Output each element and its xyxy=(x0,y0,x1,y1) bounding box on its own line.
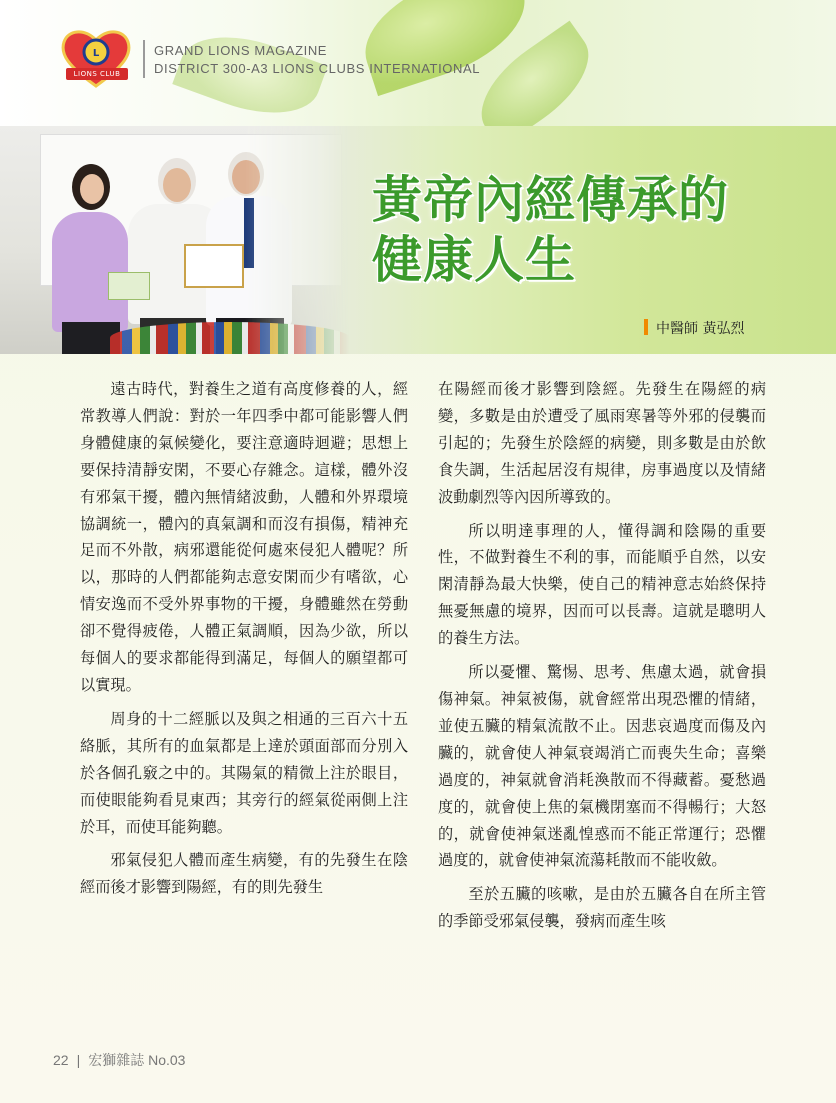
paragraph: 邪氣侵犯人體而產生病變，有的先發生在陰經而後才影響到陽經，有的則先發生 xyxy=(80,851,408,897)
svg-text:L: L xyxy=(92,48,100,59)
paragraph: 至於五臟的咳嗽，是由於五臟各自在所主管的季節受邪氣侵襲，發病而產生咳 xyxy=(438,885,766,931)
paragraph: 遠古時代，對養生之道有高度修養的人，經常教導人們說：對於一年四季中都可能影響人們身體健康的氣候變化，要注意適時迴避；思想上要保持清靜安閑，不要心存雜念。這樣，體外沒有邪氣干擾，體內無情緒波動，人體和外界環境協調統一，體內的真氣調和而沒有損傷，精神充足而不外散，病邪還能從何處來侵犯人體呢？所以，那時的人們都能夠志意安閑而少有嗜欲，心情安逸而不受外界事物的干擾，身體雖然在勞動卻不覺得疲倦，人體正氣調順，因為少欲，所以每個人的要求都能得到滿足，每個人的願望都可以實現。 xyxy=(80,380,408,694)
page-number: 22 xyxy=(53,1052,69,1068)
person-shape xyxy=(232,160,260,194)
article-author: 中醫師 黃弘烈 xyxy=(656,321,745,337)
paragraph: 所以明達事理的人，懂得調和陰陽的重要性，不做對養生不利的事，而能順乎自然，以安閑清靜為最大快樂，使自己的精神意志始終保持無憂無慮的境界，因而可以長壽。這就是聰明人的養生方法。 xyxy=(438,521,766,648)
paragraph: 周身的十二經脈以及與之相通的三百六十五絡脈，其所有的血氣都是上達於頭面部而分別入於各個孔竅之中的。其陽氣的精微上注於眼目，而使眼能夠看見東西；其旁行的經氣從兩側上注於耳，而使耳能夠聽。 xyxy=(80,709,408,836)
person-shape xyxy=(80,174,104,204)
article-title xyxy=(372,170,729,290)
certificate xyxy=(184,244,244,288)
lions-club-heart-logo-icon xyxy=(58,26,134,90)
title-line-2: 健康人生 xyxy=(372,231,576,289)
title-line-1: 黃帝內經傳承的 xyxy=(372,171,729,229)
gift-box xyxy=(108,272,150,300)
page-footer xyxy=(53,1050,185,1070)
person-shape xyxy=(244,198,254,268)
table-flags xyxy=(110,322,350,354)
logo-ribbon: LIONS CLUB xyxy=(66,68,128,80)
paragraph: 在陽經而後才影響到陰經。先發生在陽經的病變，多數是由於遭受了風雨寒暑等外邪的侵襲而引起的；先發生於陰經的病變，則多數是由於飲食失調，生活起居沒有規律，房事過度以及情緒波動劇烈等內因所導致的。 xyxy=(438,380,766,506)
magazine-name: GRAND LIONS MAGAZINE xyxy=(154,43,328,58)
group-photo xyxy=(0,126,350,354)
issue-label: 宏獅雜誌 No.03 xyxy=(88,1052,186,1068)
article-column-right xyxy=(438,376,766,942)
article-column-left xyxy=(80,376,408,908)
magazine-header xyxy=(0,0,836,126)
author-accent-bar xyxy=(644,319,648,335)
paragraph: 所以憂懼、驚惕、思考、焦慮太過，就會損傷神氣。神氣被傷，就會經常出現恐懼的情緒，並使五臟的精氣流散不止。因悲哀過度而傷及內臟的，就會使人神氣衰竭消亡而喪失生命；喜樂過度的，神氣就會消耗渙散而不得藏蓄。憂愁過度的，就會使上焦的氣機閉塞而不得暢行；大怒的，就會使神氣迷亂惶惑而不能正常運行；恐懼過度的，就會使神氣流蕩耗散而不能收斂。 xyxy=(438,663,766,870)
header-divider xyxy=(143,40,145,78)
footer-separator: | xyxy=(76,1052,81,1068)
magazine-district: DISTRICT 300-A3 LIONS CLUBS INTERNATIONAL xyxy=(154,61,481,76)
person-shape xyxy=(163,168,191,202)
